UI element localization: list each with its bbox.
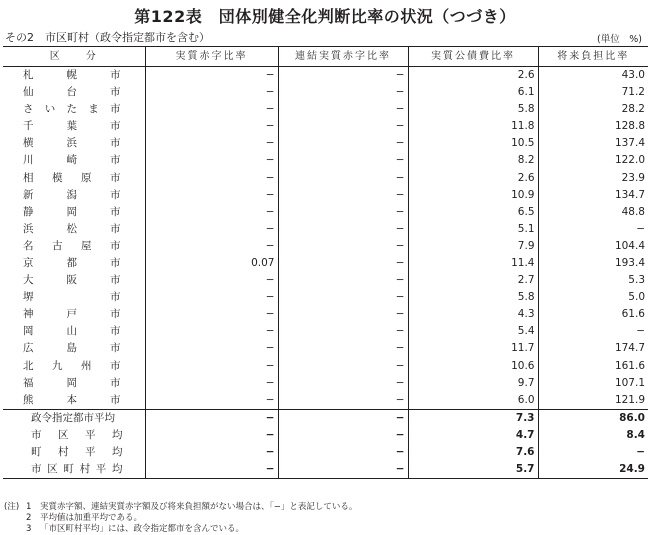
note-text: 「市区町村平均」には、政令指定都市を含んでいる。 xyxy=(40,524,245,534)
name-char: 均 xyxy=(112,428,123,441)
row-name xyxy=(31,444,123,461)
row-name xyxy=(23,358,121,375)
value-cell: 7.3 xyxy=(408,409,538,427)
table-row xyxy=(3,392,648,410)
value-cell: − xyxy=(145,118,278,135)
header-category: 区 分 xyxy=(3,47,145,67)
name-char: 均 xyxy=(112,445,123,458)
row-name xyxy=(23,221,121,238)
row-name xyxy=(23,238,121,255)
name-char: 静 xyxy=(23,205,34,218)
row-name xyxy=(23,272,121,289)
name-char: 市 xyxy=(110,188,121,201)
row-name-cell xyxy=(3,152,145,169)
note-text: 実質赤字額、連結実質赤字額及び将来負担額がない場合は、「−」と表記している。 xyxy=(40,502,358,512)
name-char: 市 xyxy=(110,103,121,116)
value-cell: − xyxy=(145,289,278,306)
ratio-table xyxy=(3,46,648,479)
table-row xyxy=(3,152,648,169)
value-cell: 8.4 xyxy=(538,427,648,444)
average-row xyxy=(3,427,648,444)
value-cell: 7.6 xyxy=(408,444,538,461)
name-char: 市 xyxy=(110,171,121,184)
name-char: 戸 xyxy=(66,308,77,321)
name-char: 札 xyxy=(23,69,34,81)
name-char: 横 xyxy=(23,137,34,150)
name-char: 屋 xyxy=(81,239,92,252)
value-cell: − xyxy=(145,409,278,427)
name-char: 九 xyxy=(52,359,63,372)
value-cell: − xyxy=(145,272,278,289)
value-cell: − xyxy=(145,444,278,461)
note-number: 1 xyxy=(26,502,32,512)
value-cell: − xyxy=(278,358,408,375)
value-cell: − xyxy=(145,392,278,410)
name-char: 古 xyxy=(52,239,63,252)
value-cell: − xyxy=(278,152,408,169)
row-name-cell xyxy=(3,340,145,357)
value-cell: − xyxy=(278,135,408,152)
name-char: 市 xyxy=(110,120,121,133)
name-char: 市 xyxy=(110,239,121,252)
value-cell: − xyxy=(538,444,648,461)
value-cell: − xyxy=(145,84,278,101)
value-cell: 5.4 xyxy=(408,323,538,340)
row-name-cell xyxy=(3,84,145,101)
row-name xyxy=(23,187,121,204)
row-name xyxy=(23,170,121,187)
value-cell: − xyxy=(278,238,408,255)
notes xyxy=(4,502,357,535)
value-cell: − xyxy=(278,187,408,204)
average-row xyxy=(3,409,648,427)
row-name xyxy=(23,101,121,118)
name-char: 模 xyxy=(52,171,63,184)
name-char: 市 xyxy=(110,222,121,235)
name-char: 北 xyxy=(23,359,34,372)
row-name xyxy=(23,204,121,221)
value-cell: 28.2 xyxy=(538,101,648,118)
table-row xyxy=(3,169,648,186)
name-char: 岡 xyxy=(66,376,77,389)
value-cell: − xyxy=(538,323,648,340)
name-char: 市 xyxy=(110,154,121,167)
name-char: 阪 xyxy=(66,274,77,287)
table-row xyxy=(3,255,648,272)
table-subtitle: その2 市区町村（政令指定都市を含む） xyxy=(5,31,210,44)
name-char: 市 xyxy=(110,86,121,99)
name-char: 都 xyxy=(66,256,77,269)
row-name-cell xyxy=(3,306,145,323)
value-cell: − xyxy=(278,118,408,135)
row-name-cell xyxy=(3,461,145,479)
row-name xyxy=(23,67,121,84)
value-cell: 122.0 xyxy=(538,152,648,169)
name-char: 広 xyxy=(23,342,34,355)
name-char: 市 xyxy=(110,325,121,338)
row-name-cell xyxy=(3,204,145,221)
row-name xyxy=(23,340,121,357)
value-cell: − xyxy=(145,323,278,340)
row-name-cell xyxy=(3,118,145,135)
table-row xyxy=(3,135,648,152)
value-cell: − xyxy=(278,101,408,118)
name-char: 区 xyxy=(47,462,58,475)
table-row xyxy=(3,84,648,101)
table-row xyxy=(3,272,648,289)
value-cell: 24.9 xyxy=(538,461,648,479)
name-char: 市 xyxy=(110,376,121,389)
value-cell: − xyxy=(278,461,408,479)
name-char: 市 xyxy=(110,69,121,81)
value-cell: 11.4 xyxy=(408,255,538,272)
row-name xyxy=(23,289,121,306)
value-cell: − xyxy=(145,306,278,323)
name-char: 市 xyxy=(110,205,121,218)
value-cell: − xyxy=(278,272,408,289)
row-name-cell xyxy=(3,289,145,306)
value-cell: 161.6 xyxy=(538,358,648,375)
value-cell: 43.0 xyxy=(538,67,648,85)
value-cell: 11.8 xyxy=(408,118,538,135)
row-name-cell xyxy=(3,358,145,375)
value-cell: 7.9 xyxy=(408,238,538,255)
value-cell: − xyxy=(145,135,278,152)
value-cell: − xyxy=(145,221,278,238)
row-name-cell xyxy=(3,409,145,427)
value-cell: − xyxy=(145,461,278,479)
table-title: 第122表 団体別健全化判断比率の状況（つづき） xyxy=(134,7,516,26)
name-char: 市 xyxy=(110,291,121,304)
value-cell: − xyxy=(278,169,408,186)
value-cell: − xyxy=(145,340,278,357)
value-cell: − xyxy=(278,444,408,461)
value-cell: 5.8 xyxy=(408,101,538,118)
row-name-cell xyxy=(3,67,145,85)
value-cell: − xyxy=(278,427,408,444)
name-char: 市 xyxy=(110,359,121,372)
name-char: 村 xyxy=(79,462,91,475)
value-cell: − xyxy=(145,67,278,85)
row-name-cell xyxy=(3,135,145,152)
row-name xyxy=(23,135,121,152)
value-cell: − xyxy=(278,323,408,340)
name-char: 熊 xyxy=(23,393,34,406)
row-name xyxy=(23,84,121,101)
value-cell: − xyxy=(278,392,408,410)
name-char: 岡 xyxy=(23,325,34,338)
value-cell: 6.0 xyxy=(408,392,538,410)
name-char: 本 xyxy=(66,393,77,406)
value-cell: 11.7 xyxy=(408,340,538,357)
name-char: 市 xyxy=(110,274,121,287)
value-cell: − xyxy=(278,306,408,323)
name-char: 名 xyxy=(23,239,34,252)
note-item xyxy=(4,502,357,513)
table-row xyxy=(3,358,648,375)
header-row xyxy=(3,47,648,67)
value-cell: 71.2 xyxy=(538,84,648,101)
name-char: 岡 xyxy=(66,205,77,218)
value-cell: − xyxy=(145,101,278,118)
value-cell: 128.8 xyxy=(538,118,648,135)
name-char: 仙 xyxy=(23,86,34,99)
name-char: 市 xyxy=(31,428,42,441)
row-name-cell xyxy=(3,375,145,392)
row-name xyxy=(31,427,123,444)
row-name xyxy=(23,152,121,169)
value-cell: − xyxy=(145,204,278,221)
value-cell: − xyxy=(278,204,408,221)
table-row xyxy=(3,187,648,204)
row-name xyxy=(31,461,123,478)
name-char: 山 xyxy=(66,325,77,338)
name-char: 村 xyxy=(58,445,69,458)
value-cell: − xyxy=(145,187,278,204)
note-number: 2 xyxy=(26,513,32,523)
name-char: 潟 xyxy=(66,188,77,201)
value-cell: − xyxy=(145,375,278,392)
name-char: 島 xyxy=(66,342,77,355)
value-cell: 193.4 xyxy=(538,255,648,272)
value-cell: 10.5 xyxy=(408,135,538,152)
value-cell: 5.7 xyxy=(408,461,538,479)
table-row xyxy=(3,340,648,357)
value-cell: 104.4 xyxy=(538,238,648,255)
table-row xyxy=(3,67,648,85)
row-name xyxy=(23,375,121,392)
note-item xyxy=(4,513,357,524)
table-row xyxy=(3,238,648,255)
header-consolidated-deficit-ratio: 連結実質赤字比率 xyxy=(278,47,408,67)
value-cell: − xyxy=(278,409,408,427)
name-char: 葉 xyxy=(66,120,77,133)
value-cell: − xyxy=(278,255,408,272)
name-char: 政令指定都市平均 xyxy=(31,411,115,424)
name-char: 州 xyxy=(81,359,92,372)
value-cell: − xyxy=(278,289,408,306)
average-row xyxy=(3,461,648,479)
name-char: 市 xyxy=(110,342,121,355)
name-char: 均 xyxy=(111,462,123,475)
table-row xyxy=(3,118,648,135)
value-cell: 134.7 xyxy=(538,187,648,204)
name-char: た xyxy=(66,103,77,116)
row-name-cell xyxy=(3,272,145,289)
note-label: (注) xyxy=(4,502,20,512)
value-cell: 86.0 xyxy=(538,409,648,427)
name-char: 松 xyxy=(66,222,77,235)
value-cell: 2.6 xyxy=(408,169,538,186)
name-char: い xyxy=(44,103,56,116)
value-cell: 61.6 xyxy=(538,306,648,323)
unit-label: (単位 %) xyxy=(597,34,642,45)
row-name-cell xyxy=(3,221,145,238)
value-cell: 0.07 xyxy=(145,255,278,272)
name-char: 台 xyxy=(66,86,77,99)
average-row xyxy=(3,444,648,461)
name-char: 相 xyxy=(23,171,34,184)
value-cell: 4.3 xyxy=(408,306,538,323)
value-cell: − xyxy=(145,169,278,186)
name-char: 市 xyxy=(110,256,121,269)
value-cell: 48.8 xyxy=(538,204,648,221)
row-name xyxy=(23,392,121,409)
value-cell: 5.1 xyxy=(408,221,538,238)
name-char: 幌 xyxy=(66,69,77,81)
name-char: 町 xyxy=(31,445,42,458)
name-char: 市 xyxy=(31,462,42,475)
name-char: 千 xyxy=(23,120,34,133)
row-name-cell xyxy=(3,392,145,410)
value-cell: 6.5 xyxy=(408,204,538,221)
name-char: 堺 xyxy=(23,291,34,304)
row-name-cell xyxy=(3,255,145,272)
row-name xyxy=(23,255,121,272)
value-cell: 10.9 xyxy=(408,187,538,204)
value-cell: 5.0 xyxy=(538,289,648,306)
table-row xyxy=(3,289,648,306)
table-row xyxy=(3,221,648,238)
name-char: 浜 xyxy=(23,222,34,235)
value-cell: 107.1 xyxy=(538,375,648,392)
value-cell: 23.9 xyxy=(538,169,648,186)
value-cell: − xyxy=(278,67,408,85)
name-char: 原 xyxy=(81,171,92,184)
value-cell: − xyxy=(145,238,278,255)
name-char: 平 xyxy=(85,428,96,441)
value-cell: − xyxy=(278,375,408,392)
name-char: 神 xyxy=(23,308,34,321)
value-cell: 5.8 xyxy=(408,289,538,306)
name-char: さ xyxy=(23,103,34,116)
table-row xyxy=(3,306,648,323)
value-cell: 174.7 xyxy=(538,340,648,357)
name-char: 川 xyxy=(23,154,34,167)
name-char: 平 xyxy=(95,462,107,475)
row-name-cell xyxy=(3,169,145,186)
value-cell: 8.2 xyxy=(408,152,538,169)
value-cell: − xyxy=(145,152,278,169)
value-cell: 9.7 xyxy=(408,375,538,392)
value-cell: 5.3 xyxy=(538,272,648,289)
row-name xyxy=(23,118,121,135)
value-cell: 137.4 xyxy=(538,135,648,152)
name-char: 市 xyxy=(110,308,121,321)
table-body xyxy=(3,67,648,479)
name-char: 崎 xyxy=(66,154,77,167)
note-item xyxy=(4,524,357,535)
row-name-cell xyxy=(3,323,145,340)
row-name-cell xyxy=(3,187,145,204)
name-char: 町 xyxy=(63,462,74,475)
value-cell: − xyxy=(538,221,648,238)
table-row xyxy=(3,323,648,340)
name-char: 平 xyxy=(85,445,96,458)
value-cell: 121.9 xyxy=(538,392,648,410)
row-name-cell xyxy=(3,427,145,444)
name-char: 京 xyxy=(23,256,34,269)
value-cell: 2.7 xyxy=(408,272,538,289)
name-char: 福 xyxy=(23,376,34,389)
name-char: 大 xyxy=(23,274,34,287)
row-name-cell xyxy=(3,101,145,118)
name-char: ま xyxy=(88,103,99,116)
row-name-cell xyxy=(3,238,145,255)
value-cell: − xyxy=(145,358,278,375)
table-row xyxy=(3,375,648,392)
row-name xyxy=(31,410,123,427)
row-name xyxy=(23,306,121,323)
name-char: 新 xyxy=(23,188,34,201)
value-cell: − xyxy=(278,84,408,101)
value-cell: 10.6 xyxy=(408,358,538,375)
table-row xyxy=(3,204,648,221)
row-name-cell xyxy=(3,444,145,461)
name-char: 市 xyxy=(110,393,121,406)
value-cell: 4.7 xyxy=(408,427,538,444)
name-char: 浜 xyxy=(66,137,77,150)
value-cell: − xyxy=(278,340,408,357)
header-real-deficit-ratio: 実質赤字比率 xyxy=(145,47,278,67)
value-cell: 2.6 xyxy=(408,67,538,85)
value-cell: 6.1 xyxy=(408,84,538,101)
note-text: 平均値は加重平均である。 xyxy=(40,513,143,523)
header-debt-service-ratio: 実質公債費比率 xyxy=(408,47,538,67)
name-char: 区 xyxy=(58,428,69,441)
name-char: 市 xyxy=(110,137,121,150)
row-name xyxy=(23,323,121,340)
value-cell: − xyxy=(278,221,408,238)
value-cell: − xyxy=(145,427,278,444)
header-future-burden-ratio: 将来負担比率 xyxy=(538,47,648,67)
table-row xyxy=(3,101,648,118)
note-number: 3 xyxy=(26,524,32,534)
